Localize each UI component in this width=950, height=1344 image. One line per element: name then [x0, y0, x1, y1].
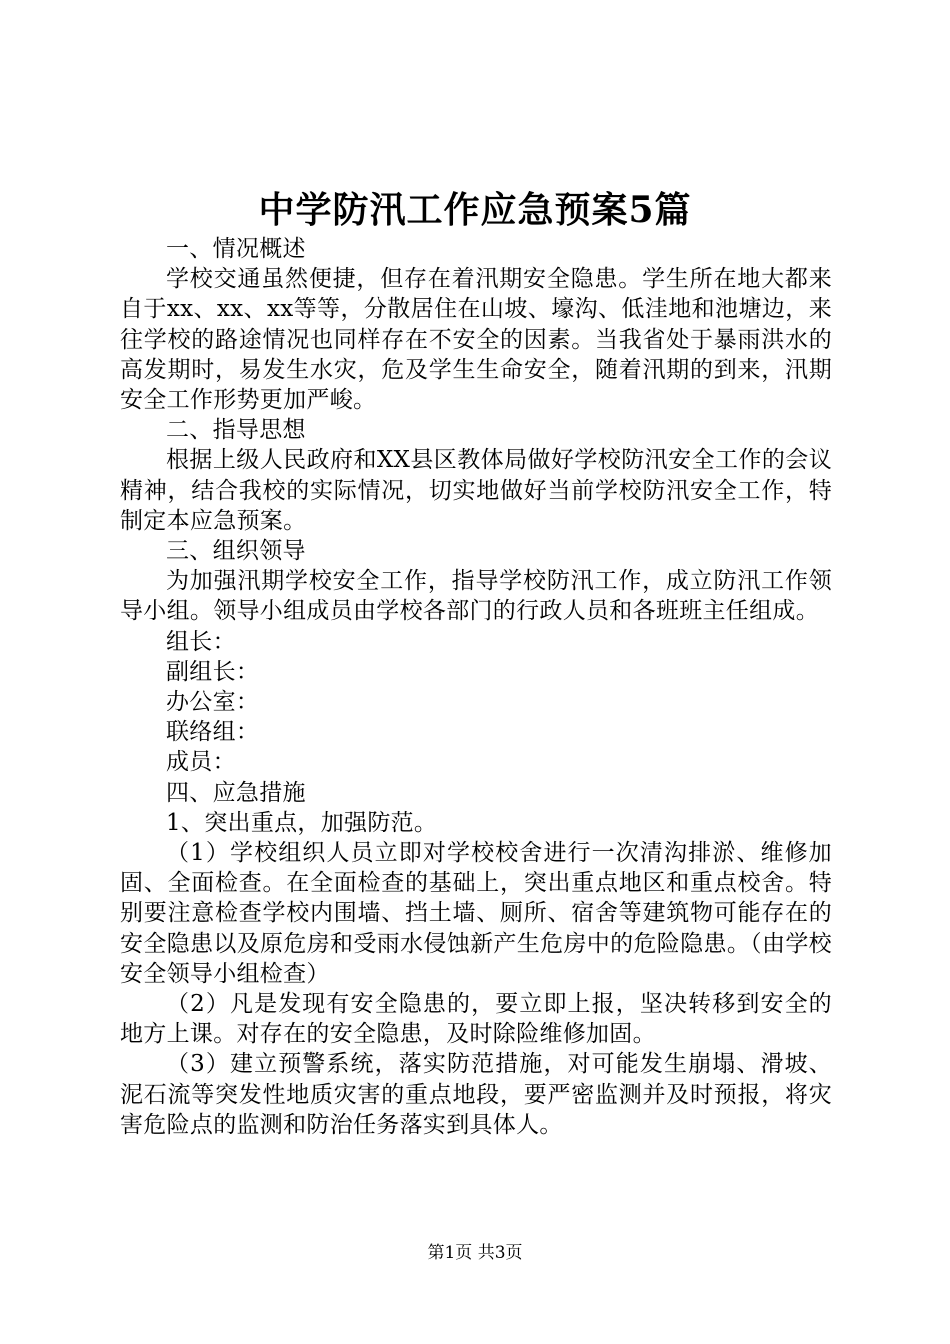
page-number: 第1页 共3页: [427, 1243, 523, 1263]
section-heading-emergency-measures: 四、应急措施: [166, 779, 306, 806]
measure-item-3: （3）建立预警系统，落实防范措施，对可能发生崩塌、滑坡、泥石流等突发性地质灾害的重点地段，要严密监测并及时预报，将灾害危险点的监测和防治任务落实到具体人。: [120, 1051, 832, 1138]
section-heading-organization: 三、组织领导: [166, 538, 306, 565]
paragraph-overview: 学校交通虽然便捷，但存在着汛期安全隐患。学生所在地大都来自于xx、xx、xx等等，分散居住在山坡、壕沟、低洼地和池塘边，来往学校的路途情况也同样存在不安全的因素。当我省处于暴雨洪水的高发期时，易发生水灾，危及学生生命安全，随着汛期的到来，汛期安全工作形势更加严峻。: [120, 266, 832, 414]
measure-item-1: （1）学校组织人员立即对学校校舍进行一次清沟排淤、维修加固、全面检查。在全面检查的基础上，突出重点地区和重点校舍。特别要注意检查学校内围墙、挡土墙、厕所、宿舍等建筑物可能存在的安全隐患以及原危房和受雨水侵蚀新产生危房中的危险隐患。（由学校安全领导小组检查）: [120, 840, 832, 987]
document-body: [120, 234, 832, 1140]
role-members: 成员：: [166, 749, 236, 776]
section-heading-overview: 一、情况概述: [166, 236, 306, 262]
section-heading-guiding-ideas: 二、指导思想: [166, 417, 306, 444]
paragraph-guiding-ideas: 根据上级人民政府和XX县区教体局做好学校防汛安全工作的会议精神，结合我校的实际情况，切实地做好当前学校防汛安全工作，特制定本应急预案。: [120, 447, 832, 534]
role-office: 办公室：: [166, 689, 260, 716]
measure-item-2: （2）凡是发现有安全隐患的，要立即上报，坚决转移到安全的地方上课。对存在的安全隐患，及时除险维修加固。: [120, 991, 832, 1048]
role-leader: 组长：: [166, 628, 236, 655]
role-liaison: 联络组：: [166, 719, 260, 746]
role-deputy-leader: 副组长：: [166, 658, 260, 685]
paragraph-organization: 为加强汛期学校安全工作，指导学校防汛工作，成立防汛工作领导小组。领导小组成员由学校各部门的行政人员和各班班主任组成。: [120, 568, 832, 625]
document-title: 中学防汛工作应急预案5篇: [258, 189, 692, 231]
subheading-prevention: 1、突出重点，加强防范。: [166, 809, 438, 836]
